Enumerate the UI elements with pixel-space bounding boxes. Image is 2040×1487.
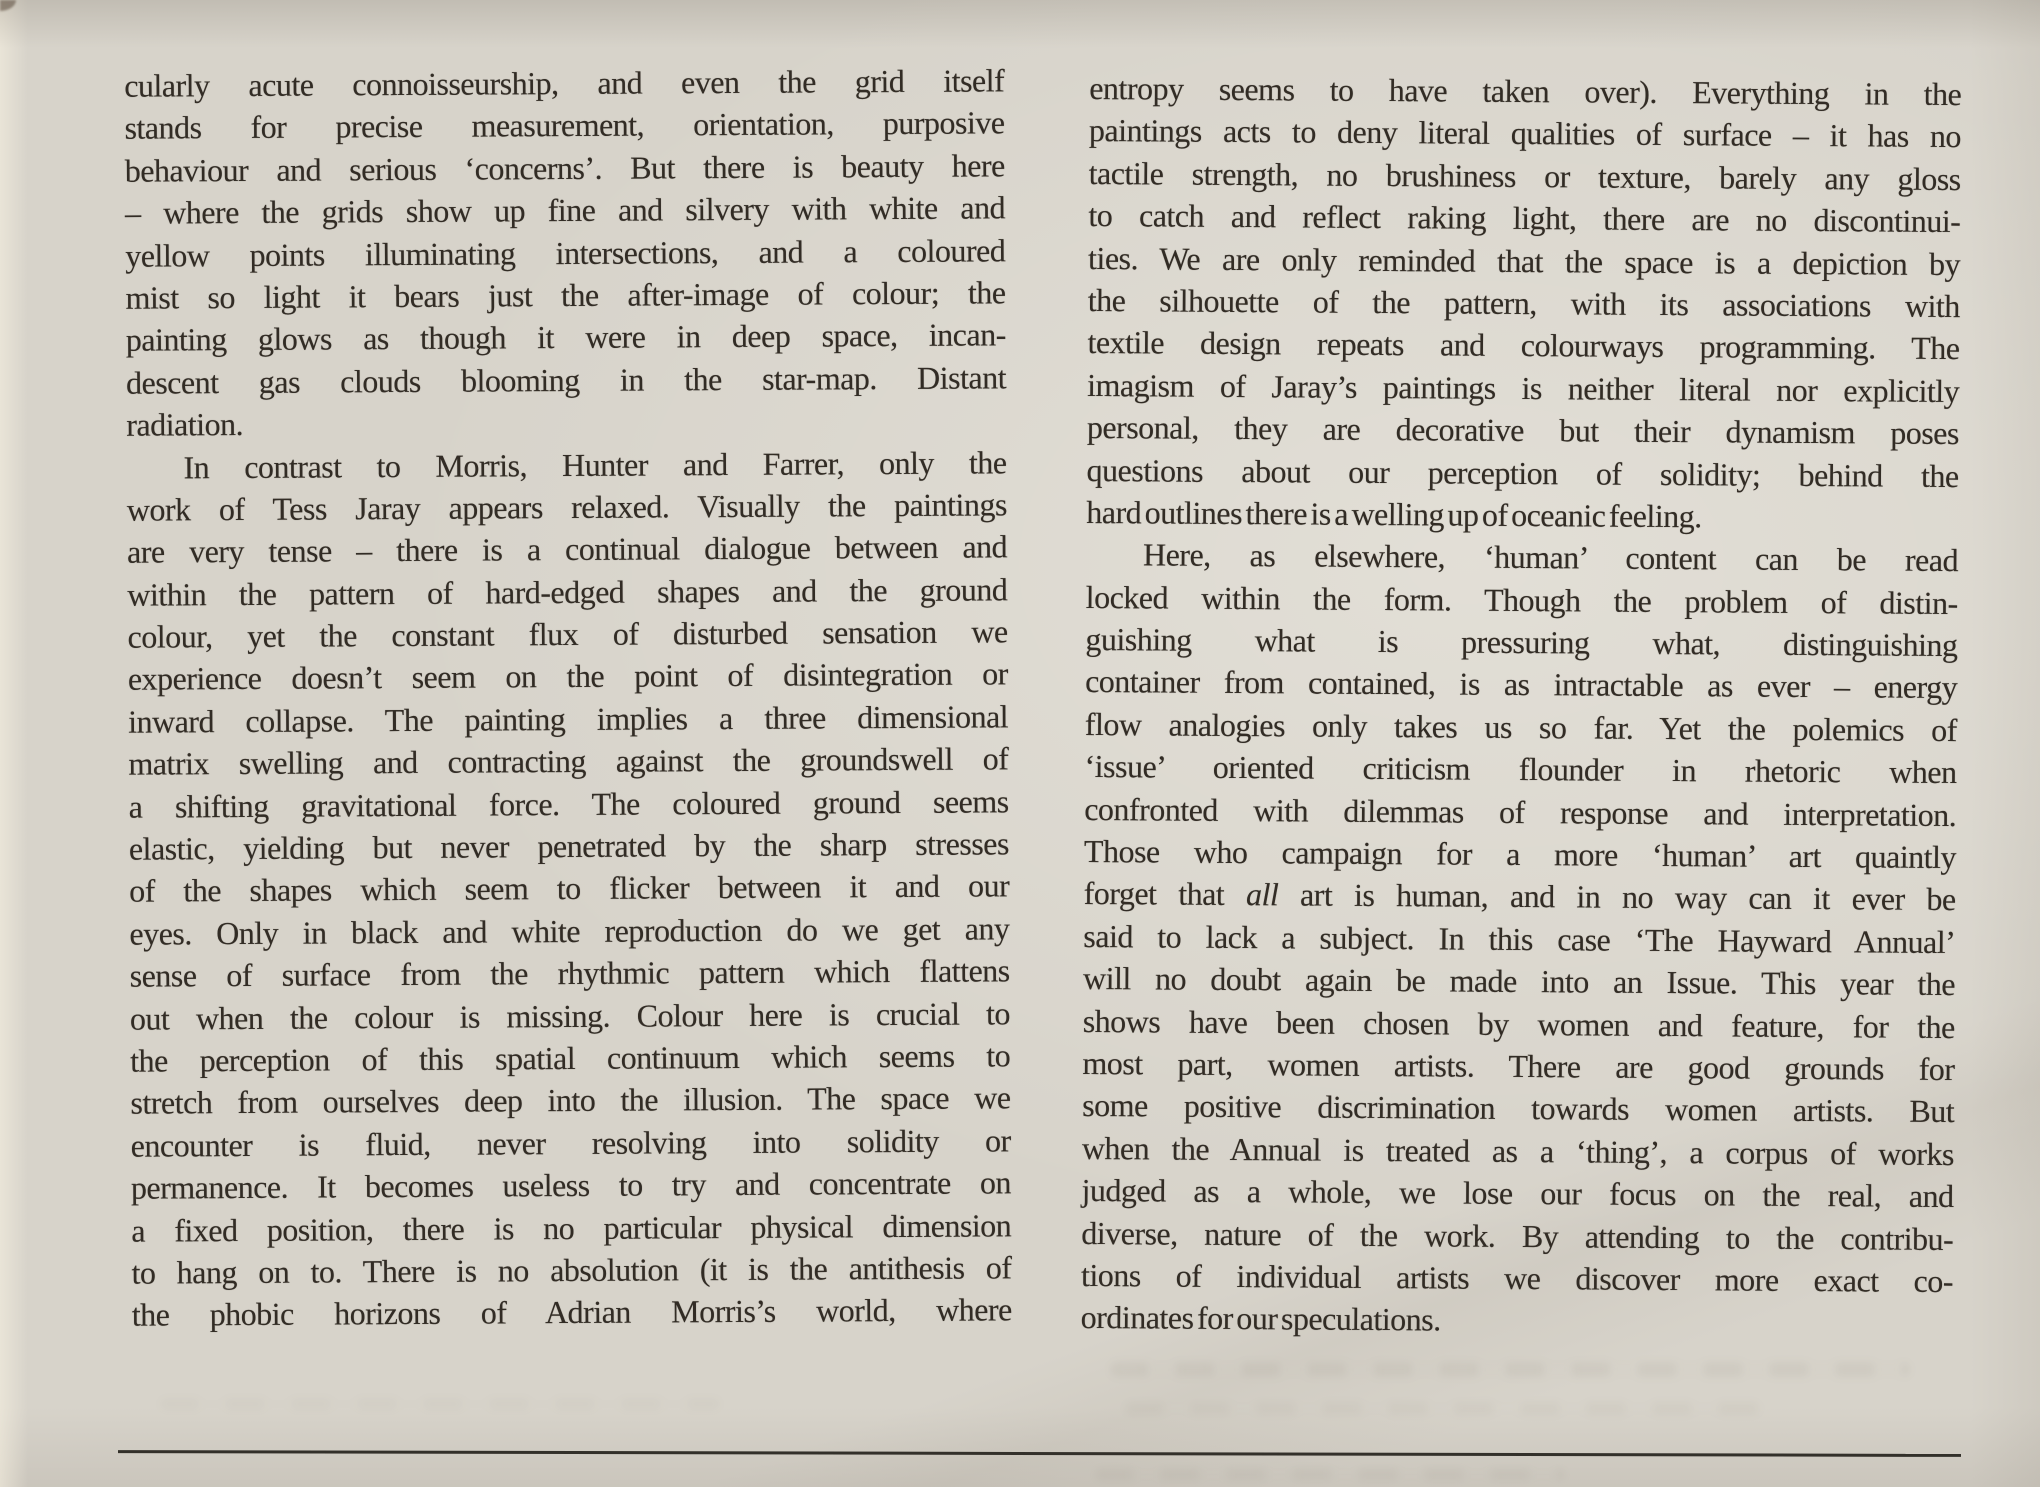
text-line: paintings acts to deny literal qualities of surface – it has no bbox=[1088, 112, 1962, 155]
text-line: locked within the form. Though the problem of distin- bbox=[1085, 578, 1958, 621]
show-through-ghost bbox=[1125, 1402, 1765, 1415]
text-line: textile design repeats and colourways programming. The bbox=[1087, 324, 1960, 367]
text-line: a shifting gravitational force. The coloured ground seems bbox=[128, 782, 1009, 825]
text-line: some positive discrimination towards women artists. But bbox=[1082, 1087, 1955, 1130]
text-line: yellow points illuminating intersections, and a coloured bbox=[125, 231, 1006, 274]
text-line: when the Annual is treated as a ‘thing’, a corpus of works bbox=[1081, 1129, 1955, 1172]
text-line: stands for precise measurement, orientation, purposive bbox=[124, 104, 1005, 147]
text-line: radiation. bbox=[126, 406, 244, 443]
text-line: elastic, yielding but never penetrated by the sharp stresses bbox=[128, 825, 1010, 867]
italic-text: all bbox=[1245, 876, 1279, 913]
text-line: diverse, nature of the work. By attending to the contribu- bbox=[1081, 1214, 1954, 1257]
text-line: to hang on to. There is no absolution (it is the antithesis of bbox=[131, 1249, 1012, 1291]
text-line: most part, women artists. There are good grounds for bbox=[1082, 1044, 1955, 1088]
text-line: a fixed position, there is no particular physical dimension bbox=[131, 1206, 1012, 1249]
show-through-ghost bbox=[1110, 1362, 1910, 1377]
text-line: flow analogies only takes us so far. Yet the polemics of bbox=[1084, 705, 1957, 748]
footer-rule bbox=[118, 1450, 1961, 1457]
text-segment: forget that bbox=[1083, 875, 1247, 913]
text-line: cularly acute connoisseurship, and even the grid itself bbox=[124, 62, 1005, 104]
scan-corner-artifact bbox=[0, 0, 16, 11]
text-line: stretch from ourselves deep into the illusion. The space we bbox=[130, 1079, 1011, 1122]
text-line: Here, as elsewhere, ‘human’ content can be read bbox=[1142, 536, 1959, 579]
text-line: ‘issue’ oriented criticism flounder in rhetoric when bbox=[1084, 748, 1957, 791]
text-line: container from contained, is as intractable as ever – energy bbox=[1085, 663, 1958, 706]
text-line: of the shapes which seem to flicker between it and our bbox=[129, 867, 1010, 910]
text-line: mist so light it bears just the after-image of colour; the bbox=[125, 274, 1006, 316]
text-line: descent gas clouds blooming in the star-map. Distant bbox=[125, 359, 1007, 401]
text-line: entropy seems to have taken over). Everything in the bbox=[1089, 69, 1962, 113]
text-line: guishing what is pressuring what, distinguishing bbox=[1085, 621, 1958, 664]
text-line: confronted with dilemmas of response and interpretation. bbox=[1084, 790, 1957, 833]
text-line: personal, they are decorative but their dynamism poses bbox=[1086, 409, 1960, 452]
text-line: painting glows as though it were in deep space, incan- bbox=[125, 316, 1006, 359]
text-line: will no doubt again be made into an Issue. This year the bbox=[1082, 960, 1956, 1003]
text-line: ordinates for our speculations. bbox=[1080, 1299, 1441, 1338]
text-line: matrix swelling and contracting against the groundswell of bbox=[128, 740, 1009, 782]
show-through-ghost bbox=[160, 1398, 720, 1410]
text-line bbox=[1084, 872, 1956, 920]
text-line: tactile strength, no brushiness or texture, barely any gloss bbox=[1088, 154, 1961, 197]
text-line: questions about our perception of solidity; behind the bbox=[1086, 451, 1959, 494]
text-line: experience doesn’t seem on the point of disintegration or bbox=[127, 655, 1008, 698]
text-line: shows have been chosen by women and feature, for the bbox=[1082, 1002, 1955, 1045]
text-line: hard outlines there is a welling up of oceanic feeling. bbox=[1086, 493, 1702, 535]
text-line: the phobic horizons of Adrian Morris’s world, where bbox=[131, 1291, 1012, 1334]
text-line: Those who campaign for a more ‘human’ art quaintly bbox=[1083, 832, 1957, 876]
text-line: encounter is fluid, never resolving into solidity or bbox=[130, 1122, 1011, 1164]
text-line: behaviour and serious ‘concerns’. But there is beauty here bbox=[124, 147, 1005, 189]
column-right bbox=[1081, 67, 1962, 1345]
show-through-ghost bbox=[1095, 1468, 1565, 1481]
text-line: ties. We are only reminded that the space is a depiction by bbox=[1087, 239, 1961, 282]
text-line: out when the colour is missing. Colour here is crucial to bbox=[129, 994, 1011, 1037]
text-line: the silhouette of the pattern, with its associations with bbox=[1087, 281, 1960, 325]
text-line: permanence. It becomes useless to try and concentrate on bbox=[130, 1164, 1012, 1206]
text-segment: art is human, and in no way can it ever be bbox=[1278, 876, 1956, 918]
text-line: – where the grids show up fine and silvery with white and bbox=[124, 189, 1006, 231]
text-line: In contrast to Morris, Hunter and Farrer, only the bbox=[183, 443, 1007, 485]
text-line: to catch and reflect raking light, there are no discontinui- bbox=[1088, 197, 1961, 240]
text-line: imagism of Jaray’s paintings is neither literal nor explicitly bbox=[1087, 366, 1960, 409]
text-line: work of Tess Jaray appears relaxed. Visually the paintings bbox=[126, 486, 1007, 528]
text-line: the perception of this spatial continuum which seems to bbox=[130, 1037, 1011, 1079]
text-line: colour, yet the constant flux of disturbed sensation we bbox=[127, 613, 1008, 655]
text-line: judged as a whole, we lose our focus on the real, and bbox=[1081, 1172, 1954, 1215]
text-line: inward collapse. The painting implies a three dimensional bbox=[128, 698, 1009, 740]
text-line: sense of surface from the rhythmic pattern which flattens bbox=[129, 952, 1010, 994]
text-line: within the pattern of hard-edged shapes and the ground bbox=[127, 571, 1008, 613]
text-line: said to lack a subject. In this case ‘The Hayward Annual’ bbox=[1083, 917, 1956, 960]
text-line: tions of individual artists we discover more exact co- bbox=[1080, 1256, 1954, 1299]
text-line: eyes. Only in black and white reproduction do we get any bbox=[129, 910, 1010, 952]
column-left bbox=[124, 59, 1012, 1336]
text-line: are very tense – there is a continual dialogue between and bbox=[126, 528, 1008, 570]
